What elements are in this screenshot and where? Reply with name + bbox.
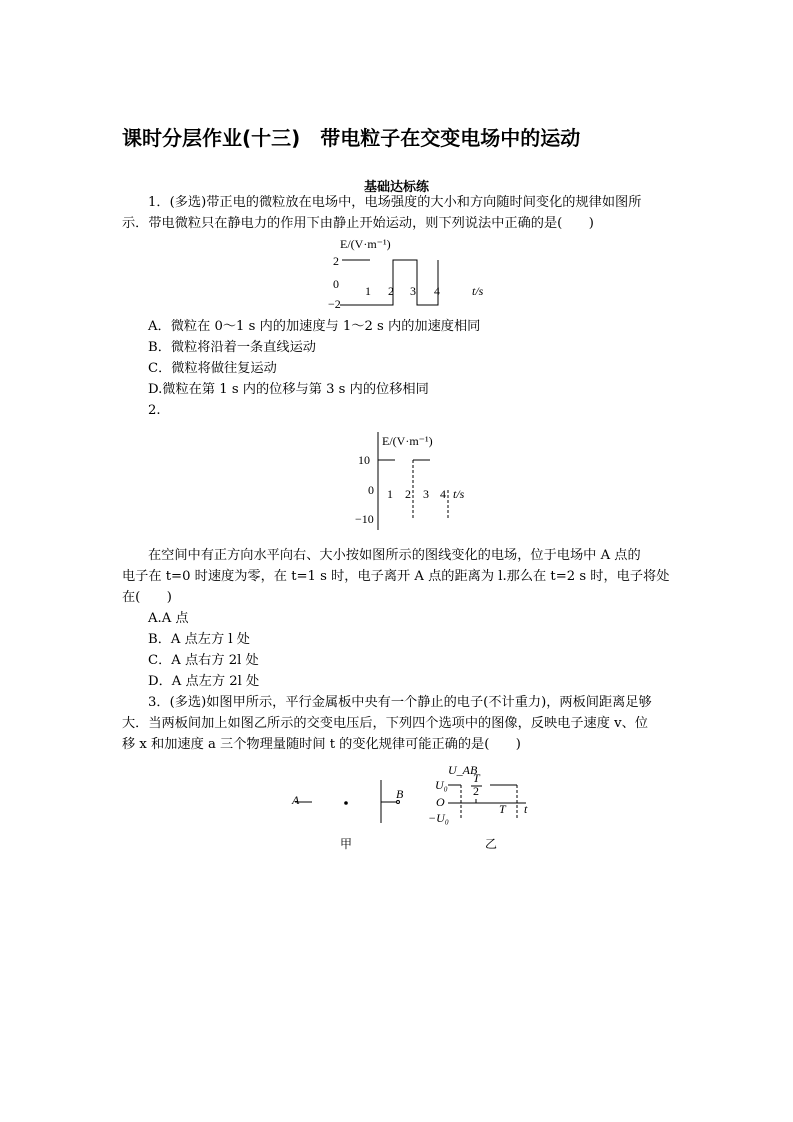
q1-option-d[interactable]: D.微粒在第 1 s 内的位移与第 3 s 内的位移相同 [148,382,429,397]
q1-option-a[interactable]: A．微粒在 0～1 s 内的加速度与 1～2 s 内的加速度相同 [148,319,481,334]
caption-yi: 乙 [485,837,498,851]
q3-text: 3．(多选)如图甲所示，平行金属板中央有一个静止的电子(不计重力)，两板间距离足够 [148,695,652,710]
x-tick: 3 [410,284,416,298]
figure-label: 2 [473,784,479,798]
q2-option-a[interactable]: A.A 点 [148,611,189,626]
q2-graph [350,430,480,530]
figure-stroke [381,780,397,823]
q1-text: 1．(多选)带正电的微粒放在电场中，电场强度的大小和方向随时间变化的规律如图所 [148,195,642,210]
section-heading: 基础达标练 [363,180,429,195]
figure-label: U_AB [448,763,478,777]
q2-text: 在空间中有正方向水平向右、大小按如图所示的图线变化的电场，位于电场中 A 点的 [148,548,641,563]
y-tick: 0 [368,483,374,497]
figure-label: T [499,802,506,816]
x-axis-label: t/s [453,487,465,501]
x-tick: 4 [440,487,446,501]
q1-option-c[interactable]: C．微粒将做往复运动 [148,361,277,376]
q2-text: 电子在 t=0 时速度为零，在 t=1 s 时，电子离开 A 点的距离为 l.那么在 t=2 s 时，电子将处 [122,569,670,584]
x-tick: 4 [434,284,440,298]
figure-label: t [524,802,528,816]
y-tick: 0 [333,277,339,291]
x-tick: 1 [365,284,371,298]
q1-graph [320,235,490,310]
figure-stroke [344,801,348,805]
x-axis-label: t/s [472,284,484,298]
x-tick: 2 [388,284,394,298]
figure-stroke [342,260,438,305]
figure-label: O [436,795,445,809]
figure-label: A [292,793,300,807]
q2-option-d[interactable]: D．A 点左方 2l 处 [148,674,260,689]
figure-label: U₀ [435,778,448,792]
q1-option-b[interactable]: B．微粒将沿着一条直线运动 [148,340,316,355]
figure-yi [428,763,528,851]
figure-stroke [448,785,526,820]
q3-text: 移 x 和加速度 a 三个物理量随时间 t 的变化规律可能正确的是( ) [122,737,521,752]
field-curve [340,260,438,305]
q3-text: 大．当两板间加上如图乙所示的交变电压后，下列四个选项中的图像，反映电子速度 v、位 [122,716,648,731]
figure-label: B [396,787,404,801]
y-tick: −10 [355,512,374,526]
q2-option-c[interactable]: C．A 点右方 2l 处 [148,653,259,668]
page-title: 课时分层作业(十三) 带电粒子在交变电场中的运动 [122,126,581,150]
q3-figures [280,760,540,855]
figure-label: −U₀ [428,811,449,825]
y-tick: −2 [328,297,341,311]
y-axis-label: E/(V·m⁻¹) [340,237,391,251]
q2-option-b[interactable]: B．A 点左方 l 处 [148,632,250,647]
x-tick: 3 [423,487,429,501]
figure-stroke [393,260,438,305]
q1-text: 示．带电微粒只在静电力的作用下由静止开始运动，则下列说法中正确的是( ) [122,216,594,231]
q2-number: 2. [148,403,161,418]
y-tick: 2 [333,254,339,268]
caption-jia: 甲 [340,837,353,851]
figure-label: T [473,771,480,785]
y-axis-label: E/(V·m⁻¹) [382,434,433,448]
y-tick: 10 [358,453,370,467]
q2-text: 在( ) [122,590,172,605]
x-tick: 1 [387,487,393,501]
figure-jia [291,780,404,851]
x-tick: 2 [405,487,411,501]
